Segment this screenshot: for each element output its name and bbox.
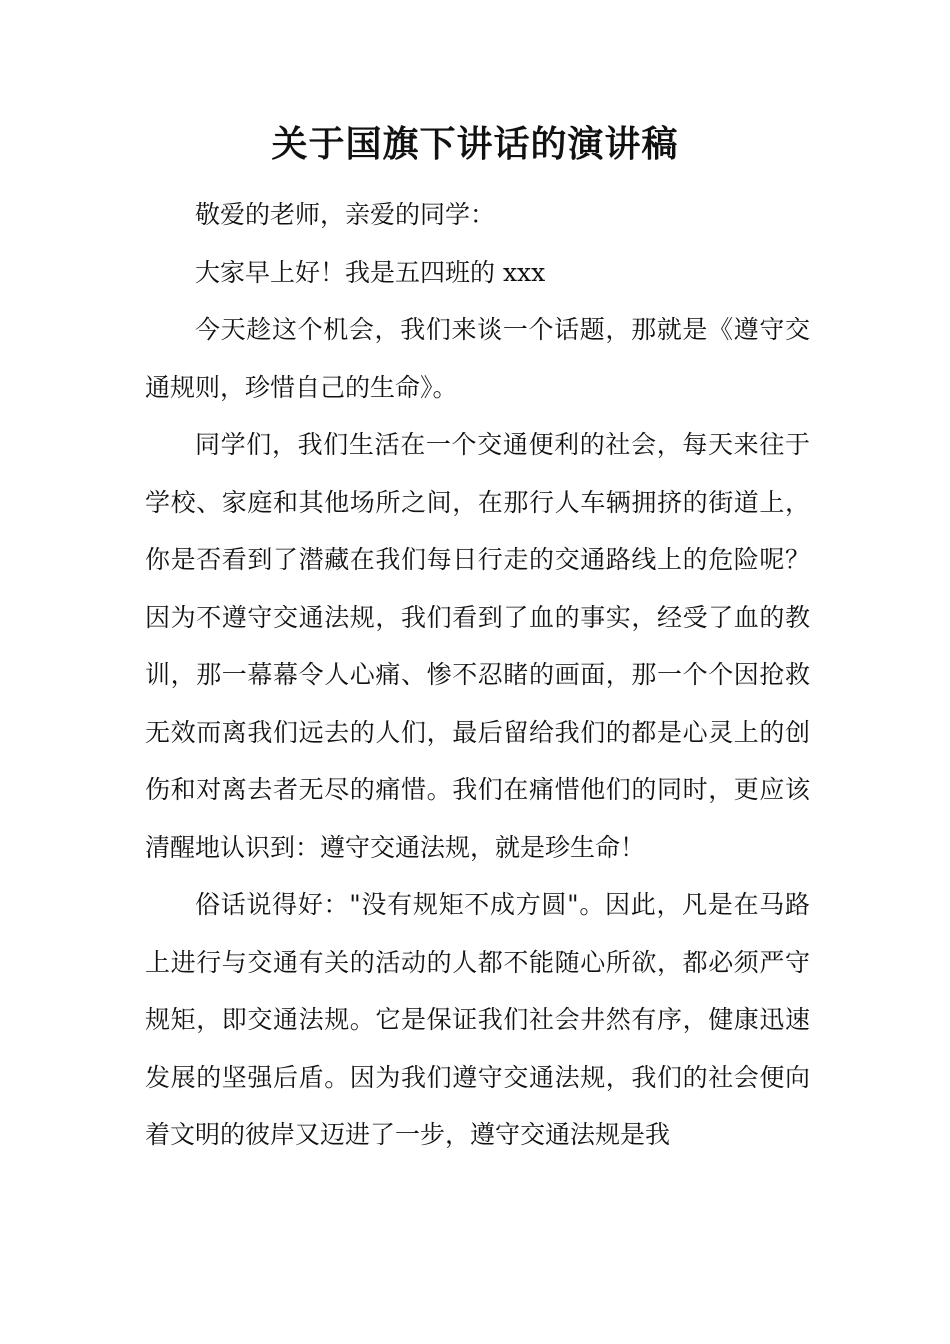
- paragraph-salutation: 敬爱的老师，亲爱的同学：: [195, 200, 496, 229]
- document-title: 关于国旗下讲话的演讲稿: [271, 123, 679, 165]
- paragraph-topic: 今天趁这个机会，我们来谈一个话题，那就是《遵守交通规则，珍惜自己的生命》。: [145, 315, 810, 402]
- paragraph-rules: 俗话说得好："没有规矩不成方圆"。因此，凡是在马路上进行与交通有关的活动的人都不能随心所欲，都必须严守规矩，即交通法规。它是保证我们社会井然有序，健康迅速发展的坚强后盾。因为我们遵守交通法规，我们的社会便向着文明的彼岸又迈进了一步，遵守交通法规是我: [145, 890, 810, 1149]
- paragraph-greeting: 大家早上好！我是五四班的 xxx: [195, 257, 546, 287]
- document-body: [145, 186, 810, 1164]
- paragraph-danger: 同学们，我们生活在一个交通便利的社会，每天来往于学校、家庭和其他场所之间，在那行人车辆拥挤的街道上，你是否看到了潜藏在我们每日行走的交通路线上的危险呢？因为不遵守交通法规，我们看到了血的事实，经受了血的教训，那一幕幕令人心痛、惨不忍睹的画面，那一个个因抢救无效而离我们远去的人们，最后留给我们的都是心灵上的创伤和对离去者无尽的痛惜。我们在痛惜他们的同时，更应该清醒地认识到：遵守交通法规，就是珍生命！: [145, 430, 810, 862]
